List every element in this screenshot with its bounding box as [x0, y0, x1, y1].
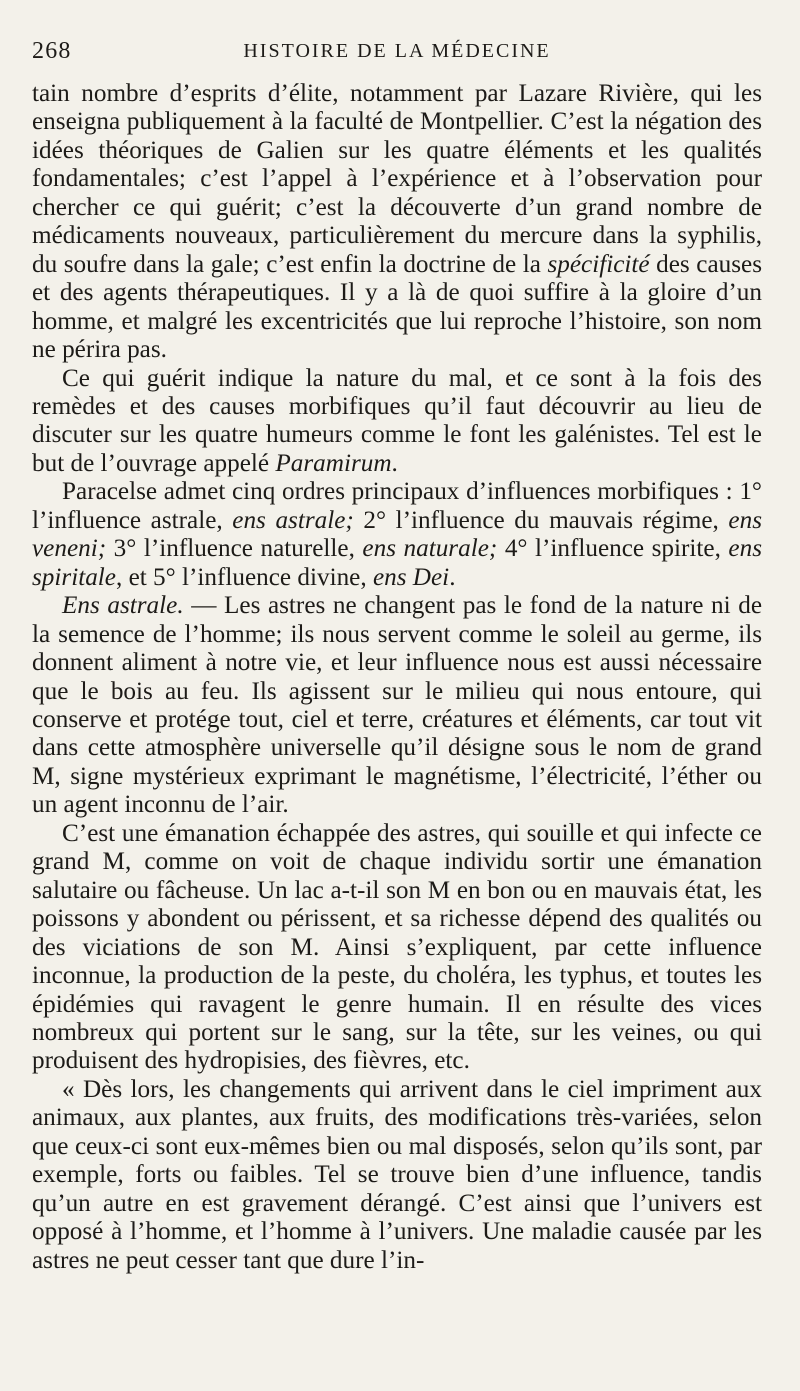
- paragraph-2-text-2: .: [391, 449, 398, 477]
- paragraph-6: [32, 1076, 762, 1275]
- paragraph-1: [32, 80, 762, 365]
- paragraph-1-text-2: des causes et des agents thérapeutiques. Il y a là de quoi suffire à la gloire d’un homme, et malgré les excentricités que lui reproche l’histoire, son nom ne périra pas.: [32, 250, 762, 364]
- paragraph-3-text-4: 4° l’influence spirite,: [497, 535, 729, 563]
- paragraph-3-text-2: 2° l’influence du mauvais régime,: [353, 506, 729, 534]
- paragraph-6-text-1: « Dès lors, les changements qui arrivent dans le ciel impriment aux animaux, aux plantes, aux fruits, des modifications très-variées, selon que ceux-ci sont eux-mêmes bien ou mal disposés, selon qu’ils sont, par exemple, forts ou faibles. Tel se trouve bien d’une influence, tandis qu’un autre en est gravement dérangé. C’est ainsi que l’univers est opposé à l’homme, et l’homme à l’univers. Une maladie causée par les astres ne peut cesser tant que dure l’in-: [32, 1075, 762, 1274]
- paragraph-2-italic-1: Paramirum: [275, 449, 392, 477]
- running-title: HISTOIRE DE LA MÉDECINE: [243, 40, 551, 62]
- paragraph-3-italic-2: ens veneni;: [32, 506, 762, 563]
- body-text: [32, 80, 762, 1275]
- paragraph-3-italic-1: ens astrale;: [232, 506, 354, 534]
- paragraph-2: [32, 365, 762, 479]
- paragraph-5: [32, 820, 762, 1076]
- paragraph-5-text-1: C’est une émanation échappée des astres, qui souille et qui infecte ce grand M, comme on voit de chaque individu sortir une émanation salutaire ou fâcheuse. Un lac a-t-il son M en bon ou en mauvais état, les poissons y abondent ou périssent, et sa richesse dépend des qualités ou des viciations de son M. Ainsi s’expliquent, par cette influence inconnue, la production de la peste, du choléra, les typhus, et toutes les épidémies qui ravagent le genre humain. Il en résulte des vices nombreux qui portent sur le sang, sur la tête, sur les veines, ou qui produisent des hydropisies, des fièvres, etc.: [32, 819, 762, 1075]
- paragraph-3-italic-5: ens Dei: [372, 563, 450, 591]
- paragraph-3-text-1: Paracelse admet cinq ordres principaux d’influences morbifiques : 1° l’influence astrale,: [32, 478, 762, 534]
- paragraph-4: [32, 592, 762, 820]
- paragraph-2-text-1: Ce qui guérit indique la nature du mal, et ce sont à la fois des remèdes et des causes morbifiques qu’il faut découvrir au lieu de discuter sur les quatre humeurs comme le font les galénistes. Tel est le but de l’ouvrage appelé: [32, 364, 762, 477]
- running-head: [32, 38, 762, 72]
- page-number: 268: [32, 38, 72, 64]
- paragraph-1-text-1: tain nombre d’esprits d’élite, notamment par Lazare Rivière, qui les enseigna publiquement à la faculté de Montpellier. C’est la négation des idées théoriques de Galien sur les quatre éléments et les qualités fondamentales; c’est l’appel à l’expérience et à l’observation pour chercher ce qui guérit; c’est la découverte d’un grand nombre de médicaments nouveaux, particulièrement du mercure dans la syphilis, du soufre dans la gale; c’est enfin la doctrine de la: [32, 80, 762, 278]
- paragraph-1-italic-1: spécificité: [547, 250, 650, 278]
- paragraph-3: [32, 478, 762, 592]
- paragraph-3-text-6: .: [449, 563, 456, 591]
- paragraph-4-text-1: — Les astres ne changent pas le fond de la nature ni de la semence de l’homme; ils nous servent comme le soleil au germe, ils donnent aliment à notre vie, et leur influence nous est aussi nécessaire que le bois au feu. Ils agissent sur le milieu qui nous entoure, qui conserve et protége tout, ciel et terre, créatures et éléments, car tout vit dans cette atmosphère universelle qu’il désigne sous le nom de grand M, signe mystérieux exprimant le magnétisme, l’électricité, l’éther ou un agent inconnu de l’air.: [32, 592, 762, 819]
- paragraph-3-text-3: 3° l’influence naturelle,: [106, 535, 363, 563]
- paragraph-3-italic-3: ens naturale;: [362, 535, 498, 563]
- paragraph-3-text-5: , et 5° l’influence divine,: [115, 563, 373, 591]
- paragraph-4-italic-1: Ens astrale.: [62, 592, 184, 620]
- paragraph-3-italic-4: ens spiritale: [32, 535, 762, 591]
